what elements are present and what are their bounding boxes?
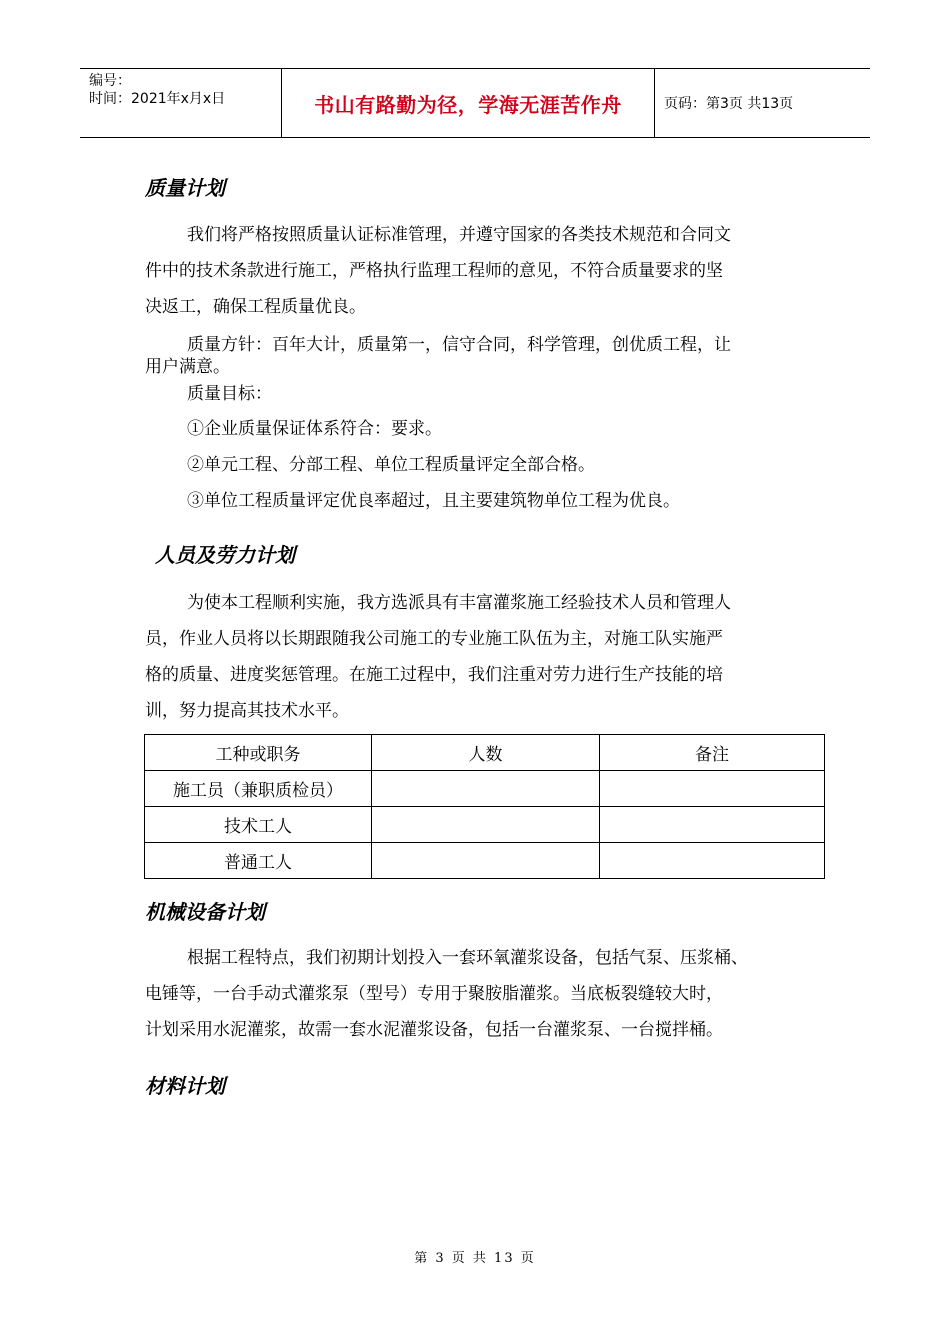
document-number: 编号： bbox=[89, 73, 131, 89]
goal-item: ②单元工程、分部工程、单位工程质量评定全部合格。 bbox=[187, 455, 595, 475]
page-footer: 第 3 页 共 13 页 bbox=[414, 1251, 536, 1266]
table-cell bbox=[600, 843, 825, 879]
column-header: 备注 bbox=[600, 735, 825, 771]
header-meta bbox=[80, 69, 282, 137]
goal-item: ①企业质量保证体系符合：要求。 bbox=[187, 419, 442, 439]
table-cell: 施工员（兼职质检员） bbox=[145, 771, 372, 807]
text-line: 电锤等，一台手动式灌浆泵（型号）专用于聚胺脂灌浆。当底板裂缝较大时， bbox=[145, 984, 723, 1004]
table-row bbox=[145, 843, 825, 879]
quality-policy bbox=[145, 334, 815, 378]
text-line: 件中的技术条款进行施工，严格执行监理工程师的意见，不符合质量要求的坚 bbox=[145, 261, 723, 281]
text-line: 计划采用水泥灌浆，故需一套水泥灌浆设备，包括一台灌浆泵、一台搅拌桶。 bbox=[145, 1020, 723, 1040]
text-line: 训，努力提高其技术水平。 bbox=[145, 701, 349, 721]
text-line: 用户满意。 bbox=[145, 357, 230, 377]
header-motto: 书山有路勤为径，学海无涯苦作舟 bbox=[282, 69, 655, 137]
quality-plan-title: 质量计划 bbox=[145, 176, 225, 200]
table-cell bbox=[372, 843, 600, 879]
quality-paragraph bbox=[145, 217, 815, 325]
quality-goals bbox=[145, 377, 815, 519]
document-date: 时间：2021年x月x日 bbox=[89, 91, 226, 107]
machinery-plan-title: 机械设备计划 bbox=[145, 900, 265, 924]
column-header: 工种或职务 bbox=[145, 735, 372, 771]
text-line: 为使本工程顺利实施，我方选派具有丰富灌浆施工经验技术人员和管理人 bbox=[187, 593, 731, 613]
table-header-row bbox=[145, 735, 825, 771]
header-page-info: 页码：第3页 共13页 bbox=[664, 96, 794, 112]
text-line: 员，作业人员将以长期跟随我公司施工的专业施工队伍为主，对施工队实施严 bbox=[145, 629, 723, 649]
text-line: 根据工程特点，我们初期计划投入一套环氧灌浆设备，包括气泵、压浆桶、 bbox=[187, 948, 748, 968]
goal-item: ③单位工程质量评定优良率超过，且主要建筑物单位工程为优良。 bbox=[187, 491, 680, 511]
table-cell bbox=[600, 807, 825, 843]
column-header: 人数 bbox=[372, 735, 600, 771]
labor-table bbox=[144, 734, 825, 879]
text-line: 格的质量、进度奖惩管理。在施工过程中，我们注重对劳力进行生产技能的培 bbox=[145, 665, 723, 685]
table-cell bbox=[372, 771, 600, 807]
machinery-paragraph bbox=[145, 940, 815, 1048]
table-row bbox=[145, 771, 825, 807]
table-cell bbox=[600, 771, 825, 807]
table-cell: 普通工人 bbox=[145, 843, 372, 879]
text-line: 我们将严格按照质量认证标准管理，并遵守国家的各类技术规范和合同文 bbox=[187, 225, 731, 245]
table-cell bbox=[372, 807, 600, 843]
goal-label: 质量目标： bbox=[187, 384, 272, 404]
personnel-paragraph bbox=[145, 585, 815, 729]
page-header bbox=[80, 68, 870, 138]
personnel-plan-title: 人员及劳力计划 bbox=[155, 543, 295, 567]
text-line: 质量方针：百年大计，质量第一，信守合同，科学管理，创优质工程，让 bbox=[187, 335, 731, 355]
table-cell: 技术工人 bbox=[145, 807, 372, 843]
materials-plan-title: 材料计划 bbox=[145, 1074, 225, 1098]
table-row bbox=[145, 807, 825, 843]
text-line: 决返工，确保工程质量优良。 bbox=[145, 297, 366, 317]
